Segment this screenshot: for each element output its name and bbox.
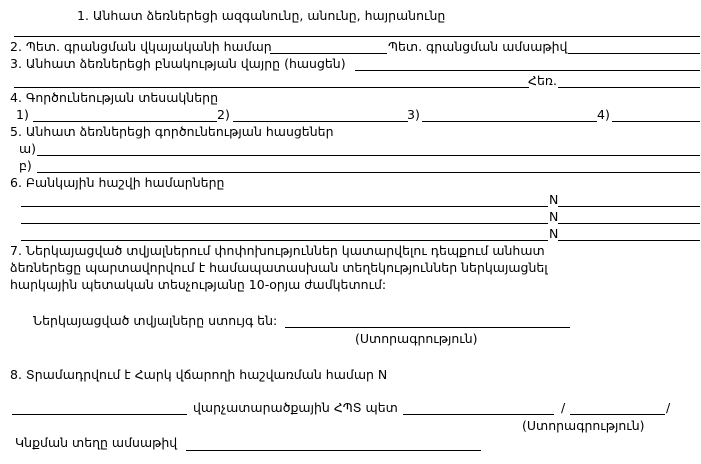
slash-close: / <box>666 400 671 415</box>
activity-field-1[interactable] <box>33 121 217 122</box>
head-label: վարչատարածքային ՀՊՏ պետ <box>193 400 398 415</box>
applicant-signature-field[interactable] <box>285 327 570 328</box>
item2-label: 2. Պետ. գրանցման վկայականի համար <box>10 39 272 54</box>
head-signature-caption: (Ստորագրություն) <box>522 418 645 433</box>
activity-slot-4-label: 4) <box>597 107 610 122</box>
signature-caption: (Ստորագրություն) <box>355 331 478 346</box>
item6-label: 6. Բանկային հաշվի համարները <box>10 175 225 190</box>
verify-label: Ներկայացված տվյալները ստույգ են: <box>33 313 278 328</box>
activity-field-3[interactable] <box>422 121 597 122</box>
business-address-a-field[interactable] <box>37 155 700 156</box>
item8-label: 8. Տրամադրվում է Հարկ վճարողի հաշվառման համար N <box>10 367 388 382</box>
item2-date-label: Պետ. գրանցման ամսաթիվ <box>388 39 568 54</box>
residence-address-field-2[interactable] <box>14 87 529 88</box>
account-number-field-3[interactable] <box>558 240 700 241</box>
receipt-date-label: Կնքման տեղը ամսաթիվ <box>15 435 178 450</box>
business-address-a-label: ա) <box>19 141 37 156</box>
phone-field[interactable] <box>558 87 700 88</box>
account-number-field-2[interactable] <box>558 223 700 224</box>
head-name-field[interactable] <box>12 414 187 415</box>
bank-name-field-2[interactable] <box>21 223 548 224</box>
activity-slot-1-label: 1) <box>16 107 29 122</box>
item7-line-1: 7. Ներկայացված տվյալներում փոփոխություններ կատարվելու դեպքում անհատ <box>10 243 545 258</box>
account-number-label-2: N <box>549 209 559 224</box>
item7-line-3: հարկային պետական տեսչությանը 10-օրյա ժամկետում: <box>10 277 387 292</box>
business-address-b-field[interactable] <box>37 172 700 173</box>
item5-label: 5. Անհատ ձեռներեցի գործունեության հասցեներ <box>10 124 334 139</box>
activity-slot-3-label: 3) <box>407 107 420 122</box>
activity-field-4[interactable] <box>612 121 700 122</box>
head-fullname-field[interactable] <box>403 414 554 415</box>
residence-address-field[interactable] <box>355 70 700 71</box>
phone-label: Հեռ. <box>528 73 557 88</box>
business-address-b-label: բ) <box>19 158 32 173</box>
registration-number-field[interactable] <box>270 53 387 54</box>
bank-name-field-1[interactable] <box>21 206 548 207</box>
activity-field-2[interactable] <box>233 121 408 122</box>
activity-slot-2-label: 2) <box>217 107 230 122</box>
item7-line-2: ձեռներեցը պարտավորվում է համապատասխան տեղեկություններ ներկայացնել <box>10 260 548 275</box>
item1-heading: 1. Անհատ ձեռներեցի ազգանունը, անունը, հայրանունը <box>77 8 446 23</box>
item3-label: 3. Անհատ ձեռներեցի բնակության վայրը (հասցեն) <box>10 56 346 71</box>
account-number-field-1[interactable] <box>558 206 700 207</box>
item4-label: 4. Գործունեության տեսակները <box>10 90 218 105</box>
account-number-label-3: N <box>549 226 559 241</box>
fullname-field[interactable] <box>14 36 700 37</box>
receipt-date-field[interactable] <box>186 450 481 451</box>
slash-open: / <box>561 400 566 415</box>
registration-date-field[interactable] <box>568 53 700 54</box>
head-signature-field[interactable] <box>570 414 665 415</box>
bank-name-field-3[interactable] <box>21 240 548 241</box>
account-number-label-1: N <box>549 192 559 207</box>
